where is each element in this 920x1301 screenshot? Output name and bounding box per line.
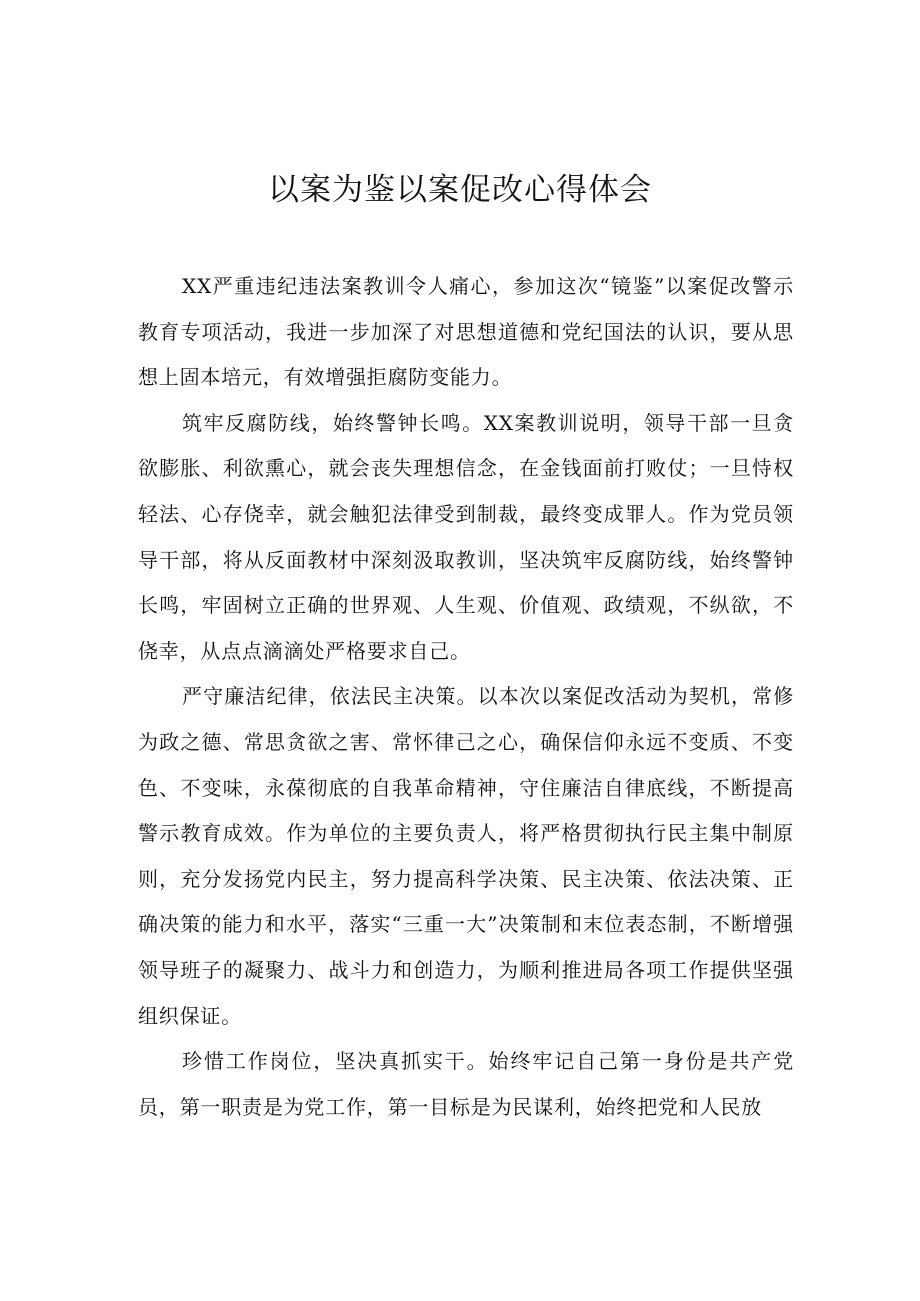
paragraph-discipline: 严守廉洁纪律，依法民主决策。以本次以案促改活动为契机，常修为政之德、常思贪欲之害、常怀律己之心，确保信仰永远不变质、不变色、不变味，永葆彻底的自我革命精神，守住廉洁自律底线，不断提高警示教育成效。作为单位的主要负责人，将严格贯彻执行民主集中制原则，充分发扬党内民主，努力提高科学决策、民主决策、依法决策、正确决策的能力和水平，落实“三重一大”决策制和末位表态制，不断增强领导班子的凝聚力、战斗力和创造力，为顺利推进局各项工作提供坚强组织保证。 [138,684,794,1028]
document-body [138,264,794,1130]
document-title: 以案为鉴以案促改心得体会 [268,172,652,208]
paragraph-anti-corruption: 筑牢反腐防线，始终警钟长鸣。XX案教训说明，领导干部一旦贪欲膨胀、利欲熏心，就会丧失理想信念，在金钱面前打败仗；一旦恃权轻法、心存侥幸，就会触犯法律受到制裁，最终变成罪人。作为党员领导干部，将从反面教材中深刻汲取教训，坚决筑牢反腐防线，始终警钟长鸣，牢固树立正确的世界观、人生观、价值观、政绩观，不纵欲，不侥幸，从点点滴滴处严格要求自己。 [138,410,794,663]
paragraph-intro: XX严重违纪违法案教训令人痛心，参加这次“镜鉴”以案促改警示教育专项活动，我进一步加深了对思想道德和党纪国法的认识，要从思想上固本培元，有效增强拒腐防变能力。 [138,274,794,390]
paragraph-work-post: 珍惜工作岗位，坚决真抓实干。始终牢记自己第一身份是共产党员，第一职责是为党工作，第一目标是为民谋利，始终把党和人民放 [138,1049,794,1119]
